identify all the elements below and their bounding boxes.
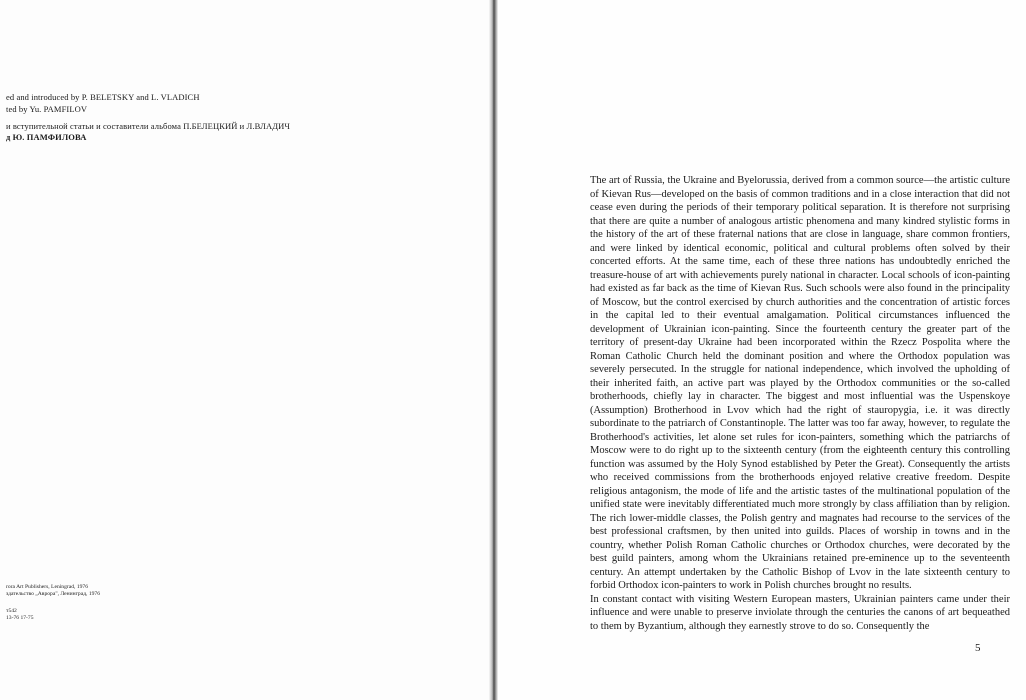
paragraph: In constant contact with visiting Western European masters, Ukrainian painters came under their influence and were unable to preserve inviolate through the centuries the canons of art bequeathed to them by Byzantium, although they earnestly strove to do so. Consequently the [590, 593, 1010, 632]
page-number: 5 [975, 642, 981, 654]
imprint-code: 13-76 17-75 [6, 615, 34, 621]
credits-text: ed and introduced by [6, 92, 82, 102]
credits-line-translator-en [6, 104, 87, 115]
credits-names: Ю. ПАМФИЛОВА [12, 132, 87, 142]
credits-names: Yu. PAMFILOV [29, 104, 88, 114]
imprint-publisher-ru: здательство „Аврора", Ленинград, 1976 [6, 591, 101, 597]
paragraph: The art of Russia, the Ukraine and Byelorussia, derived from a common source—the artistic culture of Kievan Rus—developed on the basis of common traditions and in a close interaction that did not cease even during the periods of their temporary political separation. It is therefore not surprising that there are quite a number of analogous artistic phenomena and many kindred stylistic forms in the history of the art of these fraternal nations that are close in language, share common frontiers, and were linked by identical economic, political and cultural problems often solved by their concerted efforts. At the same time, each of these three nations has undoubtedly enriched the treasure-house of art with achievements purely national in character. Local schools of icon-painting had existed as far back as the time of Kievan Rus. Such schools were also found in the principality of Moscow, but the control exercised by church authorities and the concentration of artistic forces in the capital led to their eventual amalgamation. Political circumstances influenced the development of Ukrainian icon-painting. Since the fourteenth century the greater part of the territory of present-day Ukraine had been incorporated within the Rzecz Pospolita where the Roman Catholic Church held the dominant position and where the Orthodox population was severely persecuted. In the struggle for national independence, which involved the upholding of their inherited faith, an active part was played by the Orthodox communities or the so-called brotherhoods, chiefly lay in character. The biggest and most influential was the Uspenskoye (Assumption) Brotherhood in Lvov which had the right of stauropygia, i.e. it was directly subordinate to the patriarch of Constantinople. The latter was too far away, however, to regulate the Brotherhood's activities, let alone set rules for icon-painters, something which the patriarchs of Moscow were to do right up to the sixteenth century (from the eighteenth century this controlling function was assumed by the Holy Synod established by Peter the Great). Consequently the artists who received commissions from the brotherhoods enjoyed relative creative freedom. Despite religious antagonism, the mode of life and the artistic tastes of the multinational population of the unified state were inevitably differentiated much more strongly by class affiliation than by religion. The rich lower-middle classes, the Polish gentry and magnates had recourse to the services of the best professional craftsmen, by then united into guilds. Places of worship in towns and in the country, whether Polish Roman Catholic churches or Orthodox churches, were decorated by the best guild painters, among whom the Ukrainians retained pre-eminence up to the seventeenth century. An attempt undertaken by the Catholic Bishop of Lvov in the late sixteenth century to forbid Orthodox icon-painters to work in Polish churches brought no results. [590, 175, 1010, 591]
left-page [0, 0, 492, 700]
credits-text: и вступительной статьи и составители альбома [6, 121, 184, 131]
imprint-code: т542 [6, 608, 17, 614]
book-gutter [489, 0, 498, 700]
credits-text: ted by [6, 104, 30, 114]
credits-line-editors-en [6, 92, 200, 103]
credits-names: P. BELETSKY and L. VLADICH [81, 92, 200, 102]
credits-text: д [6, 132, 13, 142]
imprint-publisher-en: rora Art Publishers, Leningrad, 1976 [6, 584, 89, 590]
credits-names: П.БЕЛЕЦКИЙ и Л.ВЛАДИЧ [183, 121, 290, 131]
body-text [590, 174, 1010, 633]
credits-line-translator-ru [6, 132, 86, 143]
credits-line-editors-ru [6, 121, 290, 132]
